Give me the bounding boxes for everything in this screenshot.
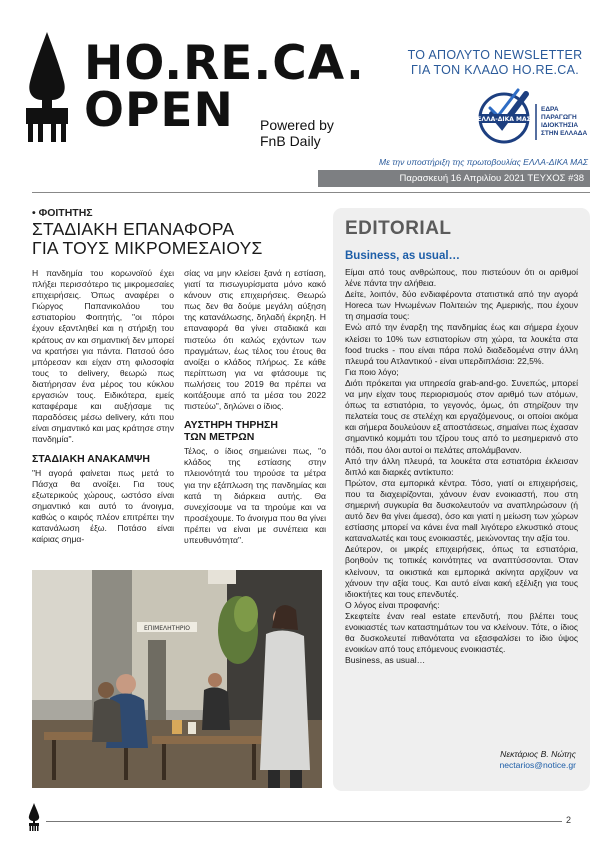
logo-text-1: ΕΔΡΑ: [541, 106, 559, 113]
brand-title-line1: HO.RE.CA.: [84, 36, 365, 91]
logo-text-2: ΠΑΡΑΓΩΓΗ: [541, 114, 577, 121]
editorial-paragraph: Είμαι από τους ανθρώπους, που πιστεύουν ότι οι αριθμοί λένε πάντα την αλήθεια.: [345, 267, 578, 289]
powered-by: [260, 117, 334, 149]
article-photo: [32, 570, 322, 788]
article-subhead: ΣΤΑΔΙΑΚΗ ΑΝΑΚΑΜΨΗ: [32, 452, 150, 465]
editorial-paragraph: Σκεφτείτε έναν real estate επενδυτή, που βλέπει τους ενοικιαστές των καταστημάτων του να κλείνουν. Τότε, ο ίδιος θα δυσκολευτεί πιθανότατα να εξασφαλίσει το ίδιο ύψος ενοικίων από τους επόμενους ενοικιαστές.: [345, 610, 578, 655]
editorial-subtitle: Business, as usual…: [345, 250, 461, 262]
article-header: [32, 207, 322, 258]
article-paragraph: σίας να μην κλείσει ξανά η εστίαση, γιατί τα πισωγυρίσματα μόνο κακό κάνουν στις επιχειρήσεις. Θεωρώ πως δεν θα δούμε μεγάλη αύξηση της κατανάλωσης, δηλαδή έκρηξη. Η επαναφορά θα γίνει σταδιακά και πιστεύω ότι καλώς εχόντων των πραγμάτων, έως τέλος του έτους θα ανοίξει ο κλάδος πλήρως. Σε κάθε περίπτωση για να φτάσουμε τις πωλήσεις του 2019 θα πρέπει να κοιτάξουμε από τα μέσα του 2022 πιστεύω", δηλώνει ο ίδιος.: [184, 268, 326, 412]
photo-sign-text: ΕΠΙΜΕΛΗΤΗΡΙΟ: [144, 625, 190, 632]
editorial-title: EDITORIAL: [345, 218, 452, 239]
editorial-body: [345, 267, 578, 666]
editorial-paragraph: Από την άλλη πλευρά, τα λουκέτα στα εστιατόρια έκλεισαν διπλό και διαρκές αντίκτυπο:: [345, 455, 578, 477]
footer-divider: [46, 821, 562, 822]
subhead-line2: ΤΩΝ ΜΕΤΡΩΝ: [184, 431, 255, 444]
editorial-paragraph: Πρώτον, στα εμπορικά κέντρα. Τόσο, γιατί οι επιχειρήσεις, που τα διαχειρίζονται, χάνουν έναν ενοικιαστή, που στη σημερινή συγκυρία θα δυσκολευτούν να αναπληρώσουν (ή αυτό δεν θα γίνει άμεσα), όσο και γιατί η μείωση των χώρων εστίασης μπορεί να κάνει ένα mall λιγότερο ελκυστικό στους καταναλωτές και τους ενοικιαστές, μειώνοντας την αξία του.: [345, 477, 578, 544]
logo-text-3: ΙΔΙΟΚΤΗΣΙΑ: [541, 122, 579, 129]
editorial-paragraph: Διότι πρόκειται για υπηρεσία grab-and-go. Συνεπώς, μπορεί να μην είχαν τους περιορισμούς στον αριθμό των ατόμων, όπως τα εστιατόρια, το γεγονός, όμως, ότι στηρίζουν την πελατεία τους σε στελέχη και εργαζόμενους, οι οποίοι ακόμα και σήμερα δουλεύουν εξ αποστάσεως, σημαίνει πως έχασαν σημαντικό κομμάτι του τζίρου τους από το μεσημεριανό στο πόδι, που όλοι αυτοί οι πελάτες απολάμβαναν.: [345, 377, 578, 455]
article-kicker: • ΦΟΙΤΗΤΗΣ: [32, 207, 93, 219]
newsletter-tagline: [400, 48, 590, 78]
tagline-line1: ΤΟ ΑΠΟΛΥΤΟ NEWSLETTER: [407, 48, 583, 62]
powered-by-brand: FnB Daily: [260, 133, 321, 149]
author-email-link[interactable]: nectarios@notice.gr: [499, 760, 576, 770]
editorial-signature: [499, 749, 576, 771]
tagline-line2: ΓΙΑ ΤΟΝ ΚΛΑΔΟ HO.RE.CA.: [411, 63, 579, 77]
editorial-paragraph: Ενώ από την έναρξη της πανδημίας έως και σήμερα έχουν κλείσει το 10% των εστιατορίων στη χώρα, τα λουκέτα στα food trucks - που είναι πάρα πολύ διαδεδομένα στην άλλη πλευρά του Ατλαντικού - είναι υπερδιπλάσια: 22,5%.: [345, 322, 578, 366]
article-headline: [32, 220, 322, 258]
author-name: Νεκτάριος Β. Νώτης: [500, 749, 576, 759]
brand-title-line2: OPEN: [84, 83, 234, 138]
subhead-line1: ΑΥΣΤΗΡΗ ΤΗΡΗΣΗ: [184, 419, 278, 432]
date-issue-bar: Παρασκευή 16 Απριλίου 2021 ΤΕΥΧΟΣ #38: [318, 170, 590, 187]
support-line: Με την υποστήριξη της πρωτοβουλίας ΕΛΛΑ-ΔΙΚΑ ΜΑΣ: [379, 157, 588, 167]
article-paragraph: Η πανδημία του κορωνοϊού έχει πλήξει περισσότερο τις μικρομεσαίες επιχειρήσεις. Όπως αναφέρει ο Γιώργος Παπανικολάου του εστιατορίου Φοιτητής, "οι πόροι έχουν εξαντληθεί και η στήριξη του κράτους αν και σημαντική δεν μπορεί να κρατήσει για πάντα. Πατσού όσο μπόρεσαν και είχαν στη φιλοσοφία τους το delivery, θεωρώ πως διατήρησαν ένα μέρος του κύκλου εργασιών τους. Ειδικότερα, εμείς καταφέραμε και αυξήσαμε τις παραδόσεις μέσω delivery, κάτι που είναι σημαντικό και μας κράτησε στην πανδημία".: [32, 268, 174, 445]
editorial-box: [333, 208, 590, 791]
article-body: [32, 268, 326, 568]
article-column-2: [184, 268, 326, 546]
article-paragraph: "Η αγορά φαίνεται πως μετά το Πάσχα θα ανοίξει. Για τους εξωτερικούς χώρους, ωστόσο είναι σημαντικό και αυτό το άνοιγμα, καθώς ο καιρός πλέον επιτρέπει την κατανάλωση έξω. Ποτάσο είναι καίριας σημα-: [32, 467, 174, 545]
editorial-paragraph: Business, as usual…: [345, 655, 426, 666]
ella-dika-mas-logo-text: [541, 106, 597, 138]
article-subhead: [184, 419, 326, 443]
masthead: [0, 0, 600, 148]
header-divider: [32, 192, 590, 193]
fork-small-icon: [28, 803, 40, 831]
logo-badge-text: ΕΛΛΑ-ΔΙΚΑ ΜΑΣ: [477, 116, 531, 123]
editorial-paragraph: Ο λόγος είναι προφανής:: [345, 599, 440, 610]
fork-logo-icon: [22, 30, 72, 142]
editorial-paragraph: Δεύτερον, οι μικρές επιχειρήσεις, όπως τα εστιατόρια, βοηθούν τις τοπικές κοινότητες να αναπτύσσονται. Όταν κλείνουν, τα οικιστικά και εμπορικά ακίνητα αρχίζουν να χάνουν την αξία τους. Και αυτό είναι κακή εξέλιξη για τους ιδιοκτήτες και τους επενδυτές.: [345, 544, 578, 599]
restaurant-terrace-image: [32, 570, 322, 788]
headline-line1: ΣΤΑΔΙΑΚΗ ΕΠΑΝΑΦΟΡΑ: [32, 219, 235, 239]
article-column-1: [32, 268, 174, 545]
editorial-paragraph: Δείτε, λοιπόν, δύο ενδιαφέροντα στατιστικά από την αγορά Horeca των Ηνωμένων Πολιτειών της Αμερικής, που έχουν τη σημασία τους:: [345, 289, 578, 322]
headline-line2: ΓΙΑ ΤΟΥΣ ΜΙΚΡΟΜΕΣΑΙΟΥΣ: [32, 238, 263, 258]
logo-text-4: ΣΤΗΝ ΕΛΛΑΔΑ: [541, 130, 588, 137]
page-footer: [0, 797, 600, 849]
powered-by-label: Powered by: [260, 117, 334, 133]
article-paragraph: Τέλος, ο ίδιος σημειώνει πως, "ο κλάδος της εστίασης στην πλειονότητά του τηρούσε τα μέτρα για την εξάπλωση της πανδημίας και κατά τη διάρκεια αυτής. Θα συνεχίσουμε να τα τηρούμε και να προσέχουμε. Το άνοιγμα που θα γίνει πρέπει να είναι με συνέπεια και υπευθυνότητα".: [184, 446, 326, 545]
page-number: 2: [566, 815, 572, 825]
editorial-paragraph: Για ποιο λόγο;: [345, 366, 399, 377]
